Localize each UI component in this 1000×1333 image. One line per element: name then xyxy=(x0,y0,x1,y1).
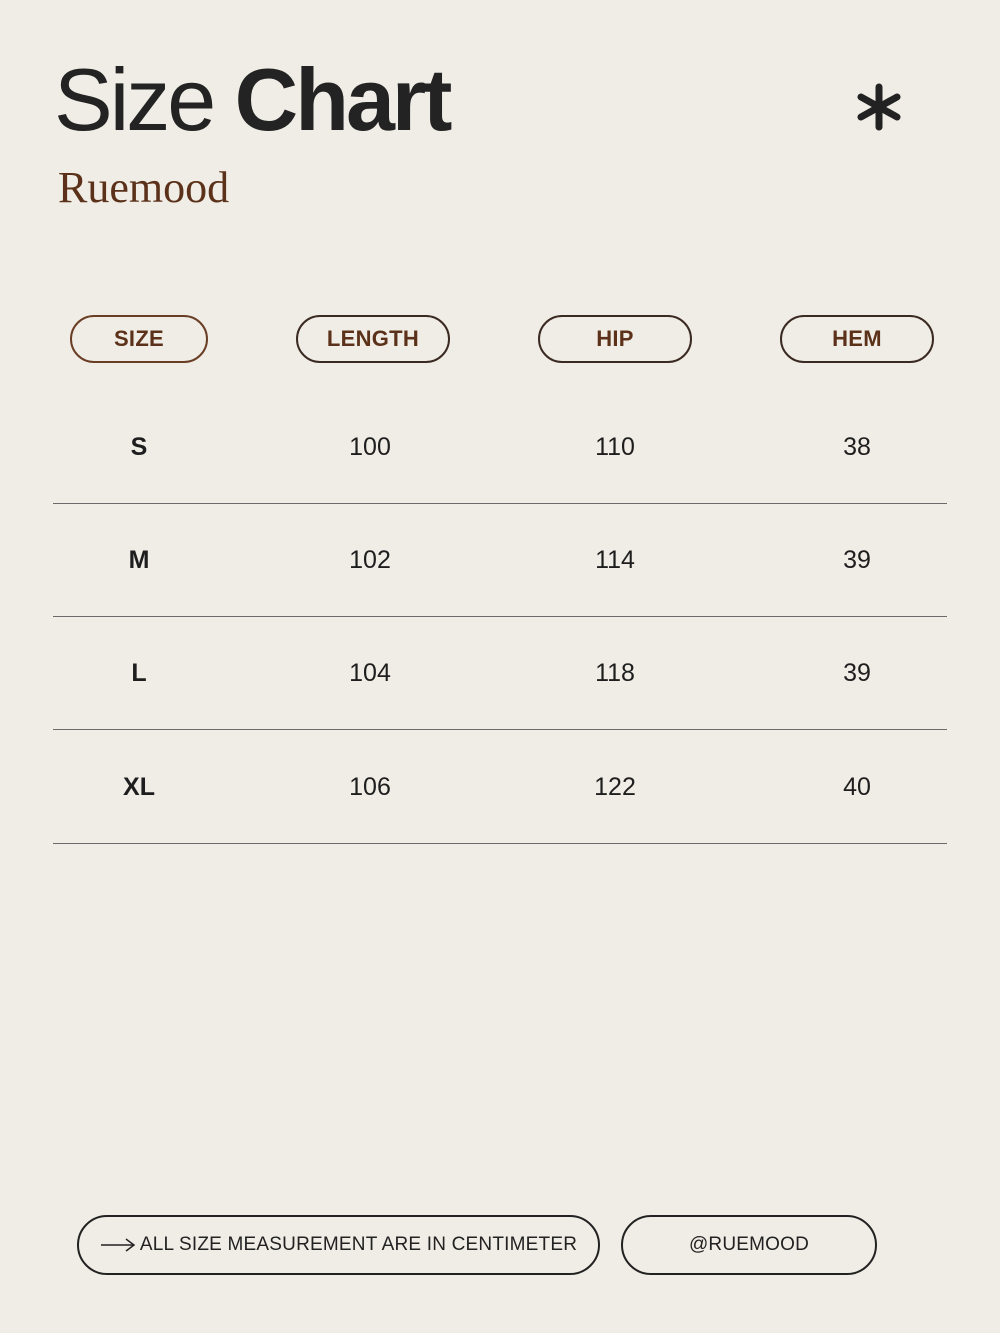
table-row xyxy=(53,504,947,617)
brand-name: Ruemood xyxy=(58,163,230,212)
hem-cell: 38 xyxy=(843,433,871,461)
hip-cell: 114 xyxy=(595,546,635,574)
column-header-size: SIZE xyxy=(70,315,208,363)
table-row xyxy=(53,391,947,504)
social-handle xyxy=(621,1215,877,1275)
column-header-hip: HIP xyxy=(538,315,692,363)
asterisk-icon xyxy=(854,82,904,132)
length-cell: 102 xyxy=(349,546,391,574)
table-row xyxy=(53,731,947,844)
size-cell: L xyxy=(131,659,147,687)
hip-cell: 110 xyxy=(595,433,635,461)
hip-cell: 118 xyxy=(595,659,635,687)
length-cell: 104 xyxy=(349,659,391,687)
hem-cell: 40 xyxy=(843,773,871,801)
social-handle-text: @RUEMOOD xyxy=(688,1234,810,1255)
hem-cell: 39 xyxy=(843,659,871,687)
title-light: Size xyxy=(54,50,235,149)
title-bold: Chart xyxy=(234,50,450,149)
hem-cell: 39 xyxy=(843,546,871,574)
measurement-note xyxy=(77,1215,600,1275)
table-row xyxy=(53,617,947,730)
column-header-length: LENGTH xyxy=(296,315,450,363)
column-header-hem: HEM xyxy=(780,315,934,363)
page-title xyxy=(54,50,450,149)
hip-cell: 122 xyxy=(594,773,636,801)
size-cell: M xyxy=(128,546,150,574)
arrow-right-icon xyxy=(100,1238,136,1252)
size-cell: S xyxy=(130,433,148,461)
measurement-note-text: ALL SIZE MEASUREMENT ARE IN CENTIMETER xyxy=(139,1234,578,1255)
length-cell: 106 xyxy=(349,773,391,801)
size-cell: XL xyxy=(123,773,155,801)
row-divider xyxy=(53,729,947,730)
row-divider xyxy=(53,843,947,844)
length-cell: 100 xyxy=(349,433,391,461)
